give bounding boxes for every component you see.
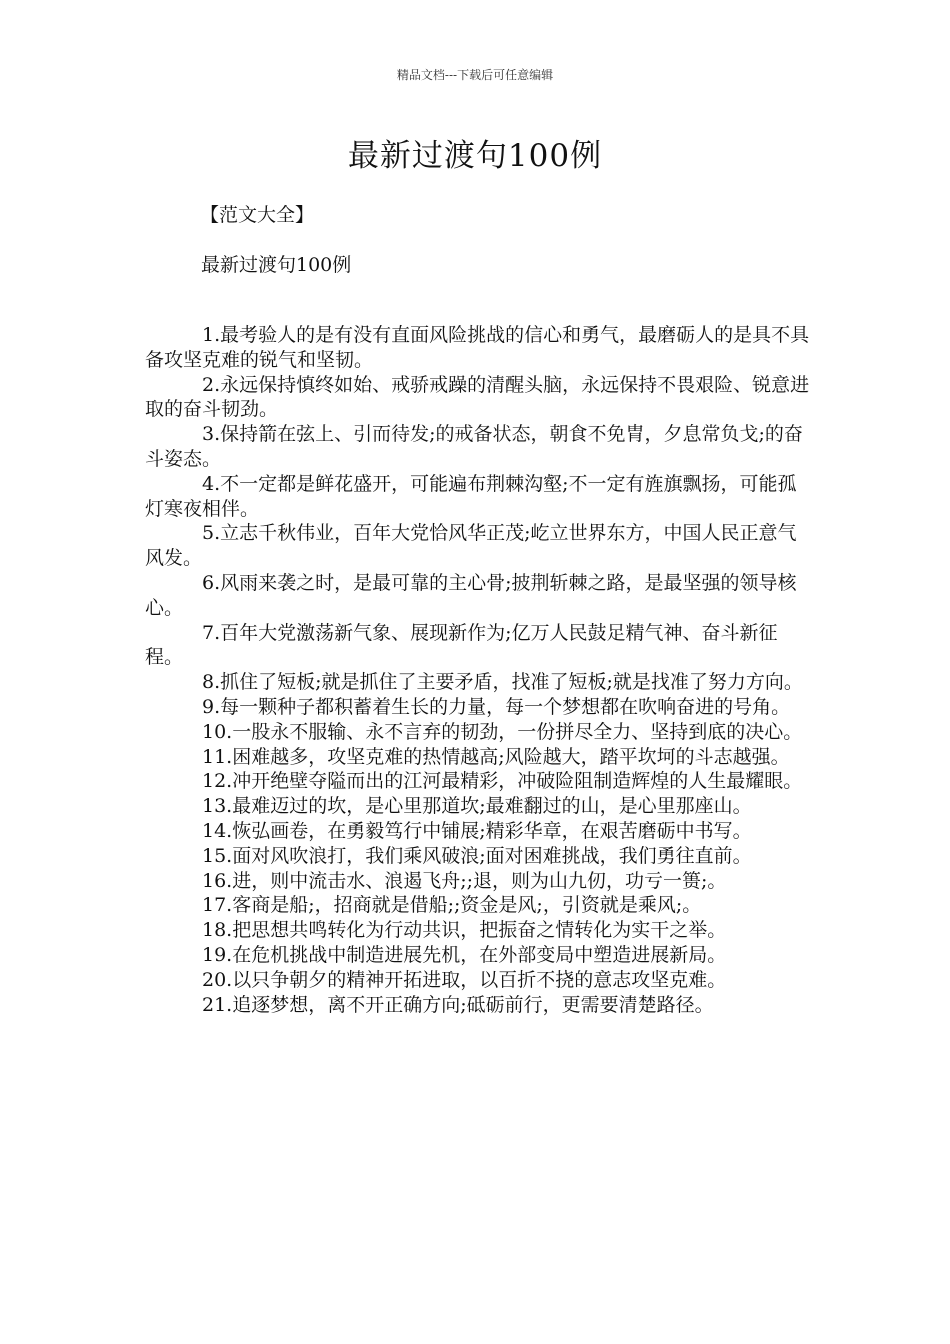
list-item: 10.一股永不服输、永不言弃的韧劲，一份拼尽全力、坚持到底的决心。	[202, 720, 803, 743]
list-item: 20.以只争朝夕的精神开拓进取，以百折不挠的意志攻坚克难。	[202, 968, 727, 991]
page-header: 精品文档---下载后可任意编辑	[396, 68, 554, 82]
list-item: 14.恢弘画卷，在勇毅笃行中铺展;精彩华章，在艰苦磨砺中书写。	[202, 819, 752, 842]
list-item: 12.冲开绝壁夺隘而出的江河最精彩，冲破险阻制造辉煌的人生最耀眼。	[202, 770, 803, 793]
list-item: 13.最难迈过的坎，是心里那道坎;最难翻过的山，是心里那座山。	[202, 795, 752, 818]
category-label: 【范文大全】	[200, 204, 315, 226]
document-subtitle: 最新过渡句100例	[201, 254, 352, 276]
list-item: 9.每一颗种子都积蓄着生长的力量，每一个梦想都在吹响奋进的号角。	[202, 695, 791, 718]
list-item: 18.把思想共鸣转化为行动共识，把振奋之情转化为实干之举。	[202, 919, 727, 942]
list-item: 3.保持箭在弦上、引而待发;的戒备状态，朝食不免胄，夕息常负戈;的奋斗姿态。	[145, 423, 803, 470]
document-title: 最新过渡句100例	[347, 138, 603, 174]
document-body	[145, 323, 815, 1017]
list-item: 2.永远保持慎终如始、戒骄戒躁的清醒头脑，永远保持不畏艰险、锐意进取的奋斗韧劲。	[145, 373, 810, 421]
list-item: 5.立志千秋伟业，百年大党恰风华正茂;屹立世界东方，中国人民正意气风发。	[145, 522, 797, 570]
list-item: 17.客商是船;，招商就是借船;;资金是风;，引资就是乘风;。	[202, 894, 702, 917]
list-item: 1.最考验人的是有没有直面风险挑战的信心和勇气，最磨砺人的是具不具备攻坚克难的锐气和坚韧。	[145, 324, 810, 371]
list-item: 15.面对风吹浪打，我们乘风破浪;面对困难挑战，我们勇往直前。	[202, 844, 752, 867]
list-item: 4.不一定都是鲜花盛开，可能遍布荆棘沟壑;不一定有旌旗飘扬，可能孤灯寒夜相伴。	[145, 472, 797, 520]
list-item: 16.进，则中流击水、浪遏飞舟;;退，则为山九仞，功亏一篑;。	[202, 869, 727, 892]
list-item: 7.百年大党激荡新气象、展现新作为;亿万人民鼓足精气神、奋斗新征程。	[145, 621, 778, 669]
list-item: 21.追逐梦想，离不开正确方向;砥砺前行，更需要清楚路径。	[202, 993, 714, 1016]
list-item: 11.困难越多，攻坚克难的热情越高;风险越大，踏平坎坷的斗志越强。	[202, 745, 790, 768]
list-item: 6.风雨来袭之时，是最可靠的主心骨;披荆斩棘之路，是最坚强的领导核心。	[145, 571, 797, 619]
list-item: 19.在危机挑战中制造进展先机，在外部变局中塑造进展新局。	[202, 943, 727, 966]
list-item: 8.抓住了短板;就是抓住了主要矛盾，找准了短板;就是找准了努力方向。	[202, 671, 803, 694]
